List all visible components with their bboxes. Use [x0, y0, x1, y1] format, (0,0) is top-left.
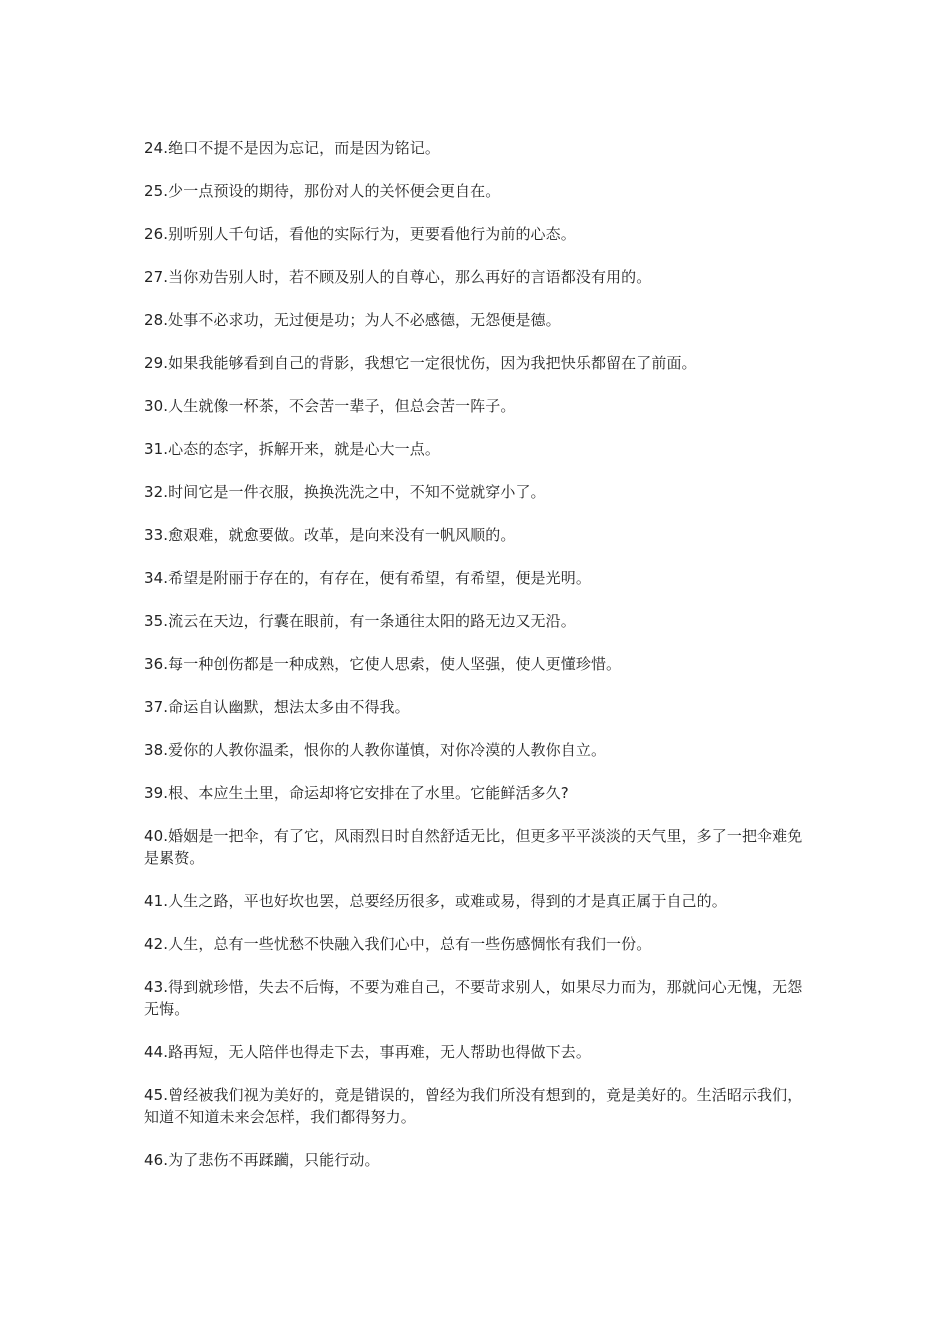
quote-list	[144, 137, 809, 1192]
quote-paragraph: 29.如果我能够看到自己的背影，我想它一定很忧伤，因为我把快乐都留在了前面。	[144, 354, 697, 372]
quote-paragraph: 38.爱你的人教你温柔，恨你的人教你谨慎，对你冷漠的人教你自立。	[144, 741, 607, 759]
quote-paragraph: 42.人生，总有一些忧愁不快融入我们心中，总有一些伤感惆怅有我们一份。	[144, 935, 652, 953]
quote-paragraph: 31.心态的态字，拆解开来，就是心大一点。	[144, 440, 440, 458]
quote-paragraph: 46.为了悲伤不再蹂躏，只能行动。	[144, 1151, 380, 1169]
quote-paragraph: 32.时间它是一件衣服，换换洗洗之中，不知不觉就穿小了。	[144, 483, 546, 501]
quote-paragraph: 36.每一种创伤都是一种成熟，它使人思索，使人坚强，使人更懂珍惜。	[144, 655, 622, 673]
quote-paragraph: 33.愈艰难，就愈要做。改革，是向来没有一帆风顺的。	[144, 526, 516, 544]
quote-paragraph: 43.得到就珍惜，失去不后悔，不要为难自己，不要苛求别人，如果尽力而为，那就问心无愧，无怨无悔。	[144, 978, 803, 1018]
quote-paragraph: 41.人生之路，平也好坎也罢，总要经历很多，或难或易，得到的才是真正属于自己的。	[144, 892, 727, 910]
quote-paragraph: 26.别听别人千句话，看他的实际行为，更要看他行为前的心态。	[144, 225, 576, 243]
quote-paragraph: 30.人生就像一杯茶，不会苦一辈子，但总会苦一阵子。	[144, 397, 516, 415]
quote-paragraph: 37.命运自认幽默，想法太多由不得我。	[144, 698, 410, 716]
quote-paragraph: 40.婚姻是一把伞，有了它，风雨烈日时自然舒适无比，但更多平平淡淡的天气里，多了一把伞难免是累赘。	[144, 827, 803, 867]
quote-paragraph: 39.根、本应生土里，命运却将它安排在了水里。它能鲜活多久?	[144, 784, 569, 802]
quote-paragraph: 25.少一点预设的期待，那份对人的关怀便会更自在。	[144, 182, 501, 200]
quote-paragraph: 45.曾经被我们视为美好的，竟是错误的，曾经为我们所没有想到的，竟是美好的。生活昭示我们，知道不知道未来会怎样，我们都得努力。	[144, 1086, 803, 1126]
quote-paragraph: 27.当你劝告别人时，若不顾及别人的自尊心，那么再好的言语都没有用的。	[144, 268, 652, 286]
quote-paragraph: 24.绝口不提不是因为忘记，而是因为铭记。	[144, 139, 440, 157]
quote-paragraph: 28.处事不必求功，无过便是功；为人不必感德，无怨便是德。	[144, 311, 561, 329]
quote-paragraph: 34.希望是附丽于存在的，有存在，便有希望，有希望，便是光明。	[144, 569, 591, 587]
quote-paragraph: 35.流云在天边，行囊在眼前，有一条通往太阳的路无边又无沿。	[144, 612, 576, 630]
quote-paragraph: 44.路再短，无人陪伴也得走下去，事再难，无人帮助也得做下去。	[144, 1043, 591, 1061]
